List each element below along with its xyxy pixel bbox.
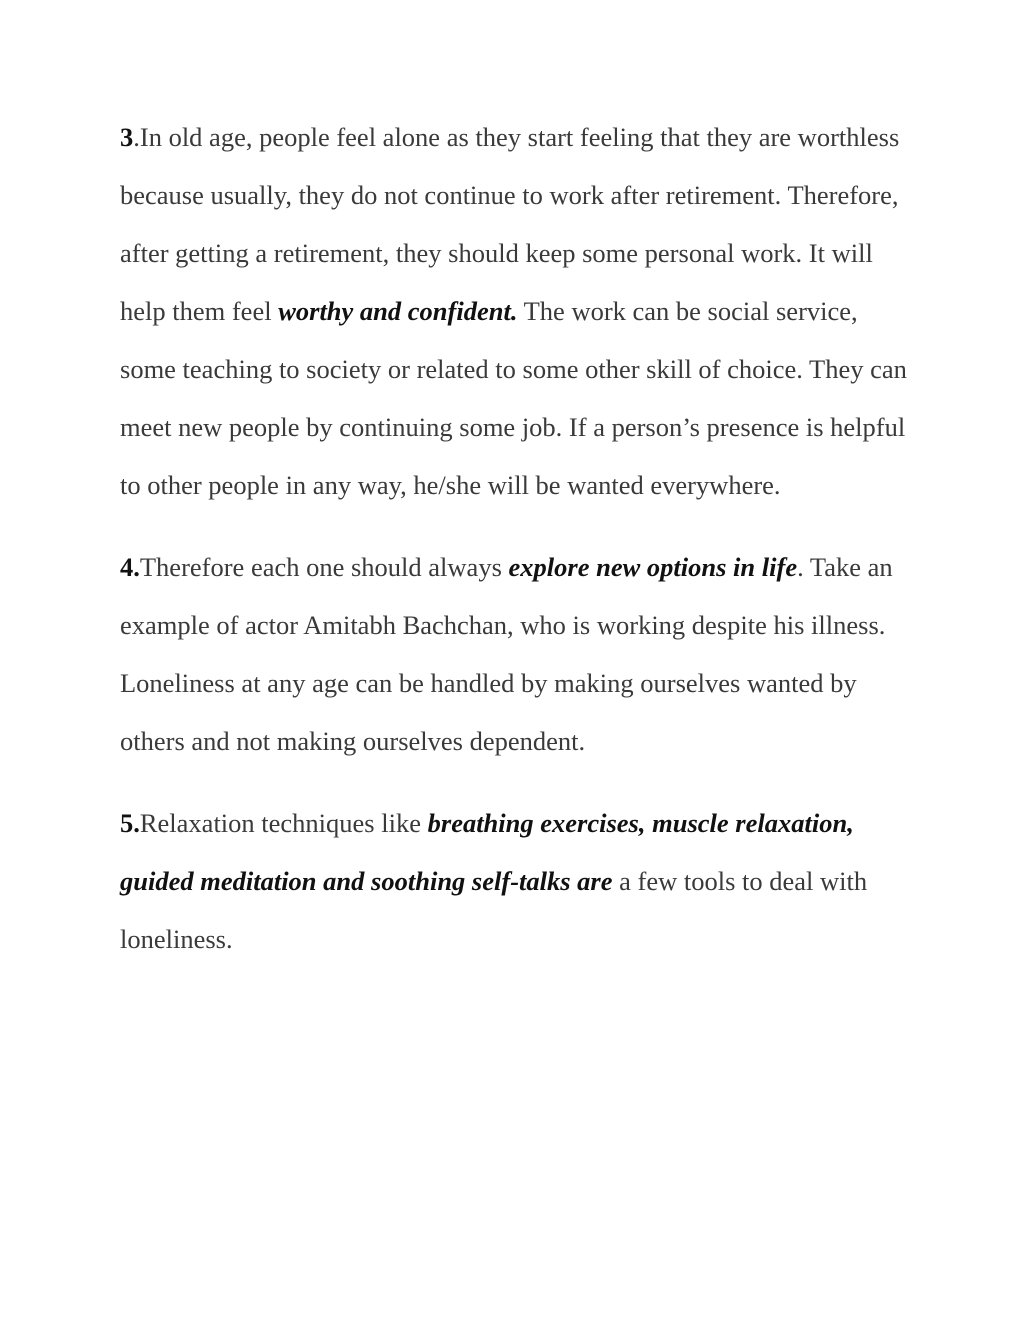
paragraph-5: [120, 794, 910, 968]
paragraph-text: a few tools to deal with loneliness.: [120, 866, 868, 954]
emphasized-text: worthy and confident.: [278, 296, 518, 326]
paragraph-text: . Take an example of actor Amitabh Bachchan, who is working despite his illness. Loneliness at any age can be handled by making ourselves wanted by others and not making ourselves dependent.: [120, 552, 893, 756]
paragraph-number: 4.: [120, 552, 140, 582]
emphasized-text: breathing exercises, muscle relaxation, guided meditation and soothing self-talks are: [120, 808, 854, 896]
paragraph-text: The work can be social service, some teaching to society or related to some other skill of choice. They can meet new people by continuing some job. If a person’s presence is helpful to other people in any way, he/she will be wanted everywhere.: [120, 296, 907, 500]
paragraph-number: 5.: [120, 808, 140, 838]
paragraph-number: 3: [120, 122, 134, 152]
paragraph-text: Relaxation techniques like: [139, 808, 428, 838]
emphasized-text: explore new options in life: [508, 552, 798, 582]
paragraph-text: .In old age, people feel alone as they start feeling that they are worthless because usually, they do not continue to work after retirement. Therefore, after getting a retirement, they should keep some personal work. It will help them feel: [120, 122, 900, 326]
document-page: [120, 108, 910, 992]
paragraph-4: [120, 538, 910, 770]
paragraph-text: Therefore each one should always: [139, 552, 509, 582]
paragraph-3: [120, 108, 910, 514]
